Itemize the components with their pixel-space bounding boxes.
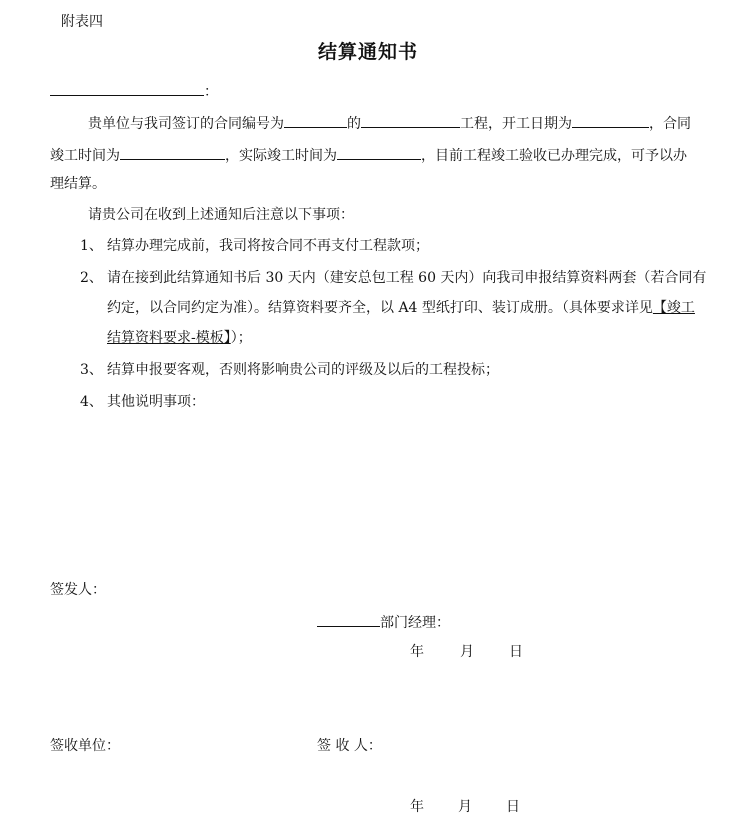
template-link-part-1[interactable]: 【竣工 [652, 300, 695, 316]
intro-line-2: 竣工时间为 ，实际竣工时间为 ，目前工程竣工验收已办理完成，可予以办 [50, 144, 687, 166]
date-2-month: 月 [458, 799, 472, 815]
recipient-line: ： [50, 80, 218, 102]
template-link-part-2[interactable]: 结算资料要求-模板】 [107, 330, 231, 346]
item-2-number: 2、 [80, 270, 103, 286]
item-3-number: 3、 [80, 362, 103, 378]
dept-manager-line: 部门经理： [317, 611, 450, 633]
item-2-line-1: 请在接到此结算通知书后 30 天内（建安总包工程 60 天内）向我司申报结算资料两套（若合同有 [107, 270, 707, 286]
date-1-year: 年 [410, 644, 424, 660]
item-4-number: 4、 [80, 394, 103, 410]
project-name-blank[interactable] [361, 112, 460, 128]
receiver-person-label: 签 收 人： [317, 738, 382, 754]
notice-lead: 请贵公司在收到上述通知后注意以下事项： [88, 207, 354, 223]
item-3-text: 结算申报要客观，否则将影响贵公司的评级及以后的工程投标； [107, 362, 499, 378]
department-blank[interactable] [317, 611, 380, 627]
document-title: 结算通知书 [318, 41, 419, 63]
signer-label: 签发人： [50, 582, 106, 598]
date-2-year: 年 [410, 799, 424, 815]
contract-completion-blank[interactable] [120, 144, 225, 160]
date-2-day: 日 [506, 799, 520, 815]
intro-line-1: 贵单位与我司签订的合同编号为 的 工程，开工日期为 ，合同 [88, 112, 691, 134]
recipient-blank[interactable] [50, 80, 204, 96]
appendix-label: 附表四 [61, 14, 103, 30]
intro-line-3: 理结算。 [50, 176, 106, 192]
actual-completion-blank[interactable] [337, 144, 421, 160]
item-1-number: 1、 [80, 238, 103, 254]
receiver-unit-label: 签收单位： [50, 738, 120, 754]
contract-number-blank[interactable] [284, 112, 347, 128]
item-2-line-3: 结算资料要求-模板】）； [107, 330, 252, 346]
item-1-text: 结算办理完成前，我司将按合同不再支付工程款项； [107, 238, 429, 254]
start-date-blank[interactable] [572, 112, 649, 128]
item-4-text: 其他说明事项： [107, 394, 205, 410]
date-1-month: 月 [460, 644, 474, 660]
date-1-day: 日 [509, 644, 523, 660]
item-2-line-2: 约定，以合同约定为准）。结算资料要齐全，以 A4 型纸打印、装订成册。（具体要求详见【竣工 [107, 300, 695, 316]
